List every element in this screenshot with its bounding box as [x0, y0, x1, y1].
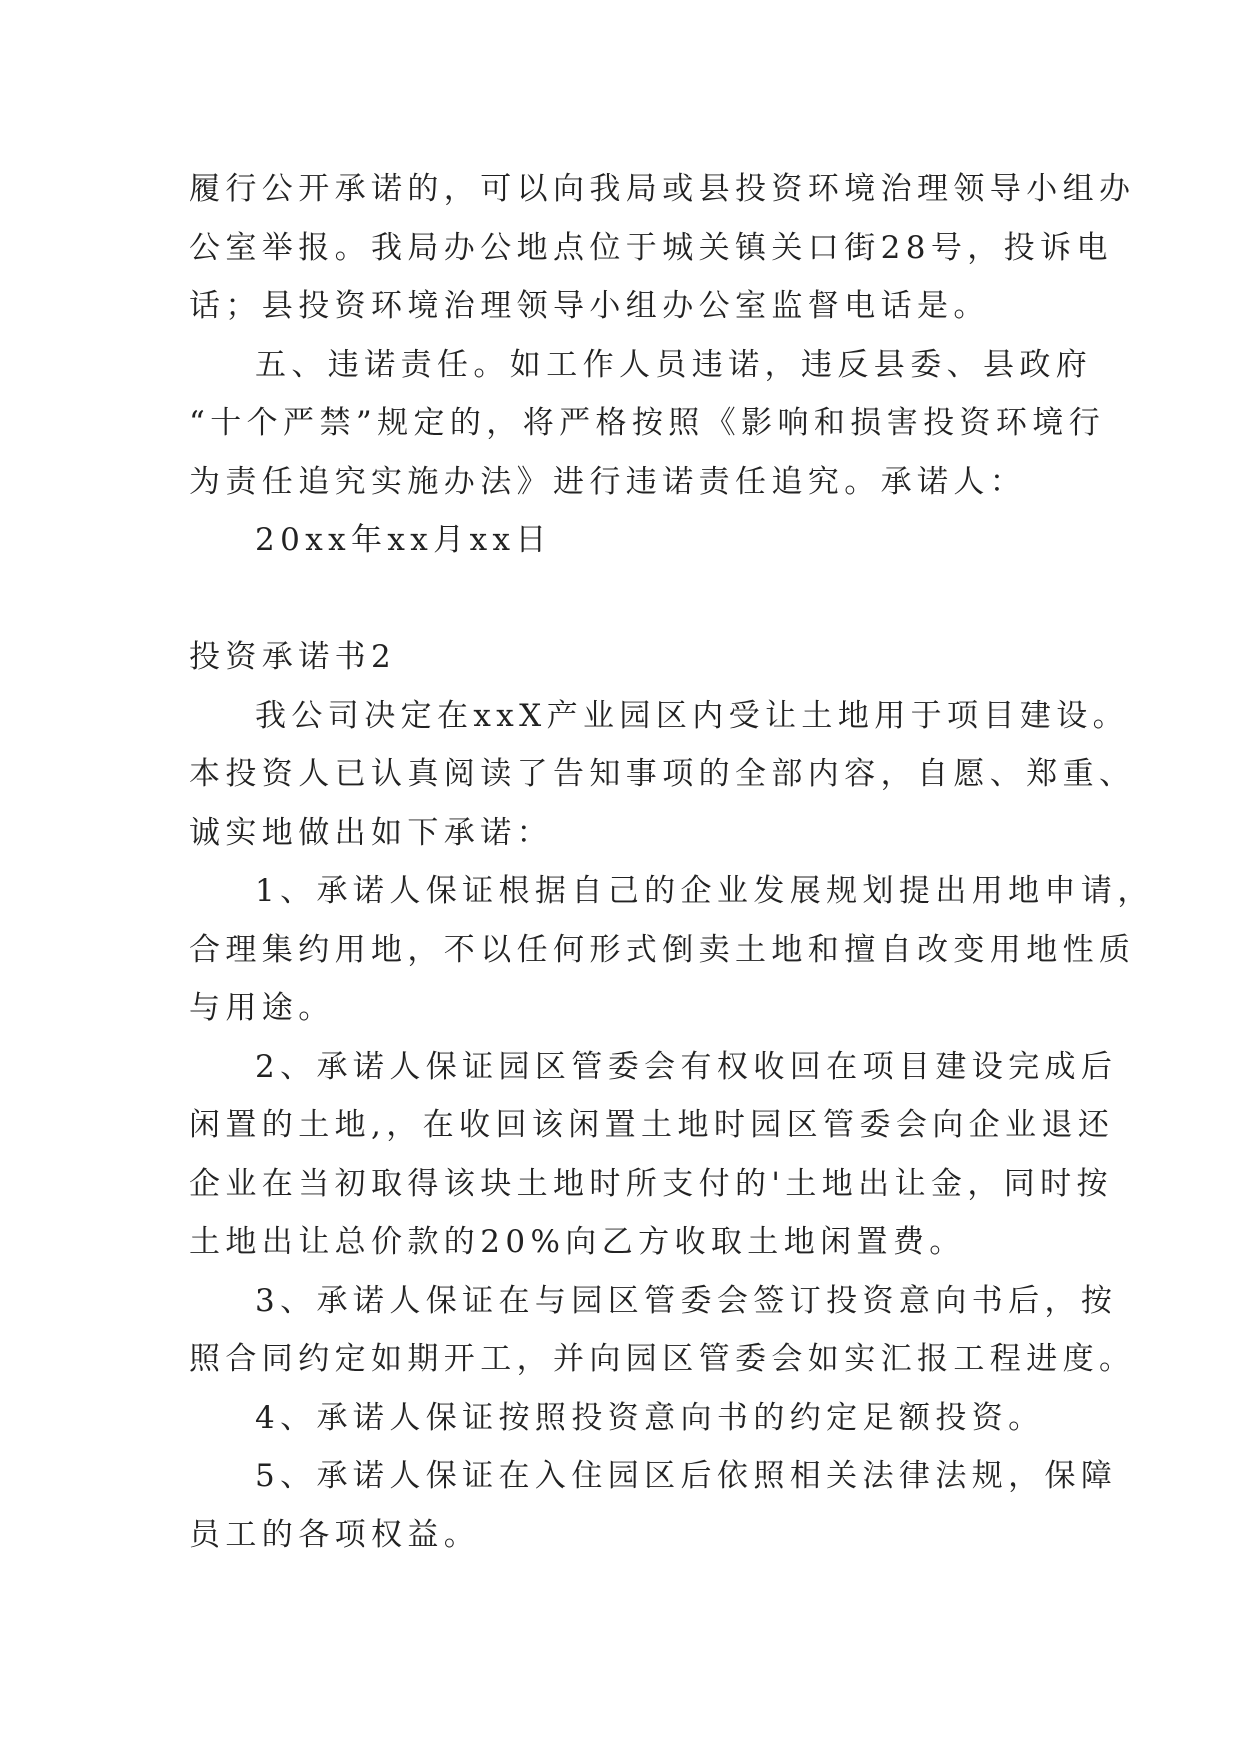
- commitment-item-4: 4、承诺人保证按照投资意向书的约定足额投资。: [255, 1399, 1045, 1436]
- intro-line: 诚实地做出如下承诺：: [189, 814, 553, 851]
- commitment-item-2: 闲置的土地,，在收回该闲置土地时园区管委会向企业退还: [189, 1107, 1115, 1143]
- intro-line: 本投资人已认真阅读了告知事项的全部内容，自愿、郑重、: [189, 756, 1136, 792]
- commitment-item-3: 3、承诺人保证在与园区管委会签订投资意向书后，按: [255, 1282, 1118, 1319]
- commitment-item-5: 5、承诺人保证在入住园区后依照相关法律法规，保障: [255, 1458, 1118, 1494]
- intro-line: 我公司决定在xxX产业园区内受让土地用于项目建设。: [255, 697, 1130, 734]
- document-title: 投资承诺书2: [189, 639, 397, 675]
- commitment-item-1: 合理集约用地，不以任何形式倒卖土地和擅自改变用地性质: [189, 931, 1136, 968]
- commitment-item-5: 员工的各项权益。: [189, 1516, 481, 1553]
- spacer: [189, 570, 1069, 629]
- commitment-item-1: 与用途。: [189, 990, 335, 1026]
- section-five-line: “十个严禁”规定的，将严格按照《影响和损害投资环境行: [189, 405, 1106, 441]
- section-five-line: 为责任追究实施办法》进行违诺责任追究。承诺人：: [189, 463, 1027, 500]
- date-line: 20xx年xx月xx日: [255, 522, 552, 558]
- section-five-line: 五、违诺责任。如工作人员违诺，违反县委、县政府: [255, 346, 1093, 383]
- commitment-item-2: 土地出让总价款的20%向乙方收取土地闲置费。: [189, 1224, 966, 1260]
- paragraph-line: 公室举报。我局办公地点位于城关镇关口街28号，投诉电: [189, 229, 1113, 266]
- commitment-item-3: 照合同约定如期开工，并向园区管委会如实汇报工程进度。: [189, 1341, 1136, 1377]
- commitment-item-1: 1、承诺人保证根据自己的企业发展规划提出用地申请，: [255, 873, 1154, 909]
- paragraph-line: 履行公开承诺的，可以向我局或县投资环境治理领导小组办: [189, 171, 1136, 207]
- commitment-item-2: 企业在当初取得该块土地时所支付的'土地出让金，同时按: [189, 1165, 1113, 1202]
- document-body: [189, 160, 1154, 1564]
- commitment-item-2: 2、承诺人保证园区管委会有权收回在项目建设完成后: [255, 1048, 1118, 1085]
- paragraph-line: 话；县投资环境治理领导小组办公室监督电话是。: [189, 288, 990, 324]
